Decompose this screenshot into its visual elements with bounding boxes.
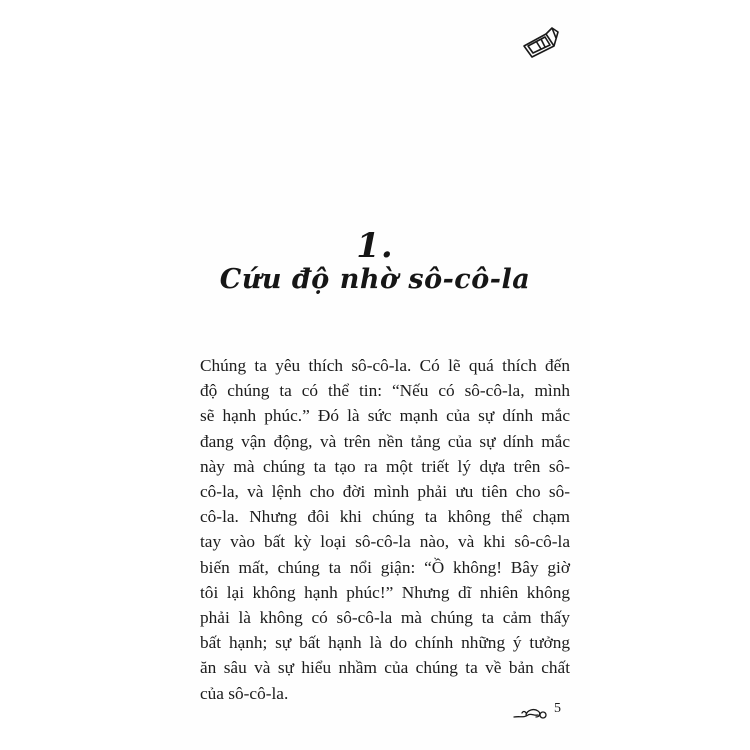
body-line: đang vận động, và trên nền tảng của sự dính mắc — [200, 431, 570, 451]
chapter-number: 1. — [356, 226, 394, 266]
body-line: của sô-cô-la. — [200, 683, 289, 703]
body-line: bất hạnh; sự bất hạnh là do chính những ý tưởng — [200, 633, 570, 653]
body-line: cô-la. Nhưng đôi khi chúng ta không thể chạm — [200, 507, 570, 527]
body-line: này mà chúng ta tạo ra một triết lý dựa trên sô- — [200, 456, 570, 476]
body-line: Chúng ta yêu thích sô-cô-la. Có lẽ quá thích đến — [200, 356, 570, 375]
chocolate-bar-icon — [520, 24, 564, 60]
body-line: biến mất, chúng ta nổi giận: “Ồ không! Bây giờ — [200, 557, 570, 577]
body-line: tôi lại không hạnh phúc!” Nhưng dĩ nhiên không — [200, 582, 570, 602]
chapter-title: Cứu độ nhờ sô-cô-la — [219, 264, 531, 295]
body-line: tay vào bất kỳ loại sô-cô-la nào, và khi sô-cô-la — [200, 532, 570, 552]
body-line: sẽ hạnh phúc.” Đó là sức mạnh của sự dính mắc — [200, 406, 570, 426]
ornament-icon — [512, 703, 552, 723]
page-number: 5 — [554, 701, 561, 716]
body-line: độ chúng ta có thể tin: “Nếu có sô-cô-la, mình — [200, 381, 570, 401]
body-paragraph — [200, 353, 570, 706]
body-line: ăn sâu và sự hiểu nhầm của chúng ta về bản chất — [200, 658, 570, 678]
body-line: phải là không có sô-cô-la mà chúng ta cảm thấy — [200, 608, 570, 628]
body-line: cô-la, và lệnh cho đời mình phải ưu tiên cho sô- — [200, 482, 570, 502]
